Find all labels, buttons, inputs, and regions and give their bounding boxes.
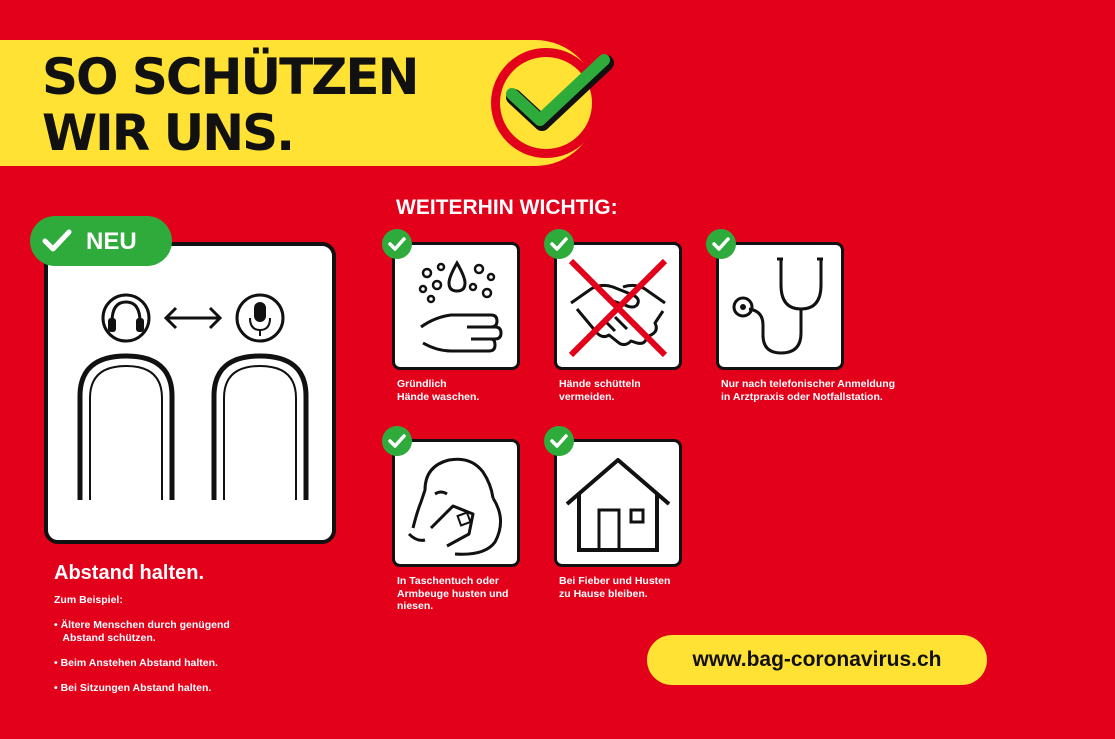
cough-into-elbow-icon	[395, 442, 517, 564]
house-icon	[557, 442, 679, 564]
tile-cough	[392, 439, 520, 567]
page-title-line1: SO SCHÜTZEN	[42, 48, 418, 106]
tile-stethoscope	[716, 242, 844, 370]
page-title-line2: WIR UNS.	[42, 104, 294, 162]
tile-label: Gründlich Hände waschen.	[397, 378, 480, 403]
tile-hand-washing	[392, 242, 520, 370]
tile-label: Hände schütteln vermeiden.	[559, 378, 641, 403]
no-handshake-icon	[557, 245, 679, 367]
check-icon	[382, 229, 412, 259]
check-icon	[42, 228, 72, 254]
check-icon	[706, 229, 736, 259]
distance-title: Abstand halten.	[54, 562, 205, 584]
keep-distance-icon	[48, 246, 332, 540]
stethoscope-icon	[719, 245, 841, 367]
distance-bullet: • Bei Sitzungen Abstand halten.	[54, 682, 212, 694]
distance-bullet: • Ältere Menschen durch genügend Abstand schützen.	[54, 619, 230, 644]
hand-washing-icon	[395, 245, 517, 367]
tile-no-handshake	[554, 242, 682, 370]
check-icon	[544, 426, 574, 456]
website-url[interactable]: www.bag-coronavirus.ch	[692, 648, 942, 671]
tile-label: In Taschentuch oder Armbeuge husten und niesen.	[397, 575, 509, 612]
section-title: WEITERHIN WICHTIG:	[396, 196, 618, 219]
distance-subtitle: Zum Beispiel:	[54, 594, 123, 606]
new-badge	[30, 216, 172, 266]
distance-card	[44, 242, 336, 544]
tile-house	[554, 439, 682, 567]
tile-label: Nur nach telefonischer Anmeldung in Arztpraxis oder Notfallstation.	[721, 378, 896, 403]
tile-label: Bei Fieber und Husten zu Hause bleiben.	[559, 575, 671, 600]
check-icon	[544, 229, 574, 259]
check-icon	[500, 50, 620, 150]
new-badge-label: NEU	[86, 228, 137, 255]
website-link[interactable]	[647, 635, 987, 685]
check-icon	[382, 426, 412, 456]
distance-bullet: • Beim Anstehen Abstand halten.	[54, 657, 218, 669]
